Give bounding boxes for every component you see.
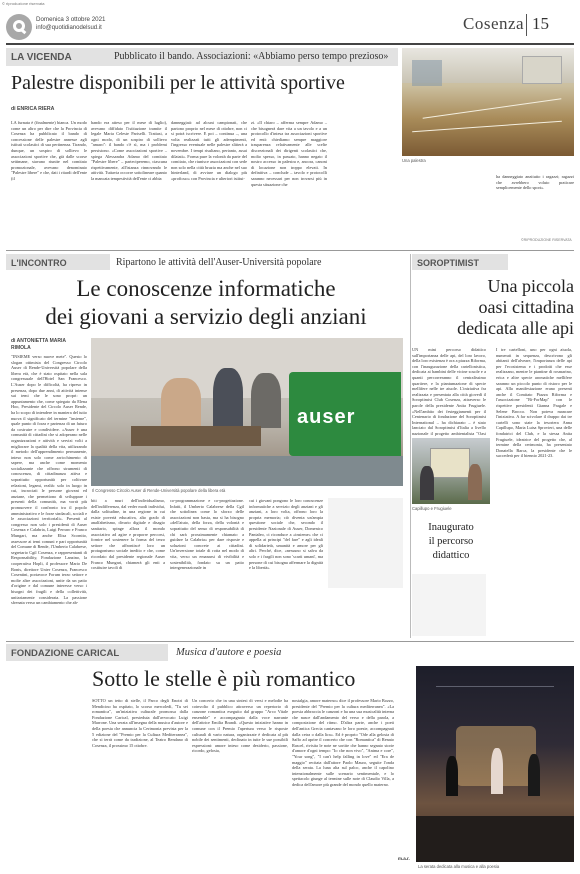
signature: m.a.r.	[398, 856, 410, 861]
inset-line-3: didattico	[432, 550, 470, 561]
photo-caption: Capillupo e Frugiuele	[412, 506, 452, 511]
body-col-5: ha danneggiato anzitutto i ragazzi; ragazzi che avrebbero voluto praticare semplicemente dello sport».	[496, 174, 574, 191]
headline: Sotto le stelle è più romantico	[92, 666, 356, 691]
body-col-2: I tre cartelloni, uno per ogni aiuola, numerati in sequenza, descrivono gli abitanti dell'alveare, l'importanza delle api per l'ecosistema e i prodotti che esse realizzano, mentre le piantine di rosmarino, erica e altre specie aromatiche mellifere saranno un piccolo punto di ristoro per le api. Alla manifestazione erano presenti anche il Comitato Piazza Riforma e l'associazione "Bi-ForMap" con le rispettive presidenti Gianna Fragale e Selene Brocco. Non poteva mancare l'iniziativa. A far scivolare il drappo dai tre cartelli sono state la tesoriera Anna Capillupo, Maria Luisa Sprovieri, una delle fondatrici del Club, e la stessa Anita Frugiuele, ideatrice del progetto che, al termine della cerimonia, ha presentato Donatella Barca, la presidente che le succederà per il biennio 2021-23.	[496, 347, 572, 459]
kicker: LA VICENDA	[11, 52, 72, 63]
body-col-3: nostalgia, amore materno» dice il professore Mario Bozzo, presidente del "Premio per la cultura mediterranea". «La poesia abbraccia le canzoni e ha una sua musicalità interna che nasce dall'andamento del verso e della parola, a composizione del ritmo. D'altra parte, anche i poeti dell'antica Grecia cantavano le loro poesie, accompagnati dalla cetra o dalla lira». Ed è proprio "Ode alla gelosia di Saffo ad aprire il concerto che con "Romantica" di Renato Rascel, rivisita le note ne sortite che hanno segnato storie d'amore d'ogni tempo: "Io che non vivo", "Anima e core", "Your song", "I can't help falling in love" ed "Era de maggio" recitata dall'attore Paolo Mauro, seguite l'onda della serata. La luna alta sul palco, anche il capolino intenzionalmente sulle scenario sentimentale, e lo spettacolo giunge al termine sulle note di Claudio Villa, a dedica dell'amore più grande del mondo quello materno.	[292, 698, 394, 787]
article-palestre	[6, 48, 574, 248]
ad-space	[328, 498, 403, 588]
kicker: FONDAZIONE CARICAL	[11, 648, 120, 659]
body-col-2: bando era atteso per il mese di luglio), avevano diffidato l'istituzione tramite il legale Maria Celeste Pariselli. Trattasi, a ogni modo, di un sospiro di sollievo "amaro": il bando c'è sì, ma i problemi persistono. «Come associazioni sportive – spiega Alessandra Adamo del comitato "Palestre libere" – parteciperemo, ciascuna rispettivamente, all'istanza rinnovando le attività. Tuttavia occorre sottolineare quanto la mancata tempestività dell'ente ci abbia	[91, 120, 168, 181]
masthead-logo	[6, 14, 32, 40]
reproduction-notice: © riproduzione riservata	[2, 1, 45, 6]
article-carical	[6, 644, 574, 870]
subhead: Musica d'autore e poesia	[176, 647, 282, 658]
bees-oasis-photo	[412, 438, 490, 504]
gym-photo	[402, 48, 574, 156]
photo-caption: Il Congresso Circolo Auser di Rende-Università popolare della libera età	[92, 488, 226, 493]
inset-line-2: il percorso	[428, 536, 474, 547]
kicker: L'INCONTRO	[11, 258, 67, 268]
email-link[interactable]: info@quotidianodelsud.it	[36, 25, 102, 31]
headline-line-1: Una piccola	[487, 276, 574, 296]
body-col-1a: UN mini percorso didattico sull'importanza delle api, del loro lavoro, della loro esistenza è ora a piazza Riforma, con l'inaugurazione della cartellonistica, dedicata ai bambini delle vicine scuole e a quanti percorreranno il centralissimo quartiere, e la piantumazione di specie mellifere nelle tre aiuole. L'iniziativa fra realizzata e presentata alla città giovedì il Soroptimist Club Cosenza, attraverso le parole della presidente Anita Frugiuele. «Nell'ambito dei festeggiamenti per il Centenario di fondazione del Soroptimist International – ha dichiarato – è stato lanciato dal Soroptimist d'Italia a livello nazionale il progetto ambientalista "Oasi	[412, 347, 486, 436]
headline-line-2: oasi cittadina	[478, 297, 574, 317]
body-col-1: "INSIEME verso nuove mete". Questo lo slogan ottimista del Congresso Circolo Auser di Rende-Università popolare della libera età, che è stato ospitato nella sala congressuale dell'Hotel San Francesco. L'Auser dopo le difficoltà, ha ripreso in presenza, dopo due anni, di attività intense sui temi che le sono propri: un appuntamento che, come spiegato da Elena Hoo, Presidente del Circolo Auser Rende, ha lo scopo di intendere in maniera del tutto nuova il significato del termine "insieme", quale punto di forza e partenza di un futuro da costruire e condividere. «Auser è una comunità di cittadini che si adoperano nelle organizzazioni e attività e servizi volti a migliorare la qualità della vita, utilizzando il metodo dell'apprendimento permanente, inteso non solo come arricchimento di sapere, ma anche come momento socializzante che offrono strumenti di conoscenza, di cittadinanza attiva e soprattutto opportunità per coltivare relazioni, legami, realtà: solo in luogo in cui, incrociati le persone giovani ed anziane, che permettono di sviluppare i presenti della comunità, ma vorrà più promuovere il confronto tra il popolo amministrativo e le forze sindacali, sociali e le associazioni territoriali». Presenti al congresso non solo i presidenti di Auser Cosenza e Calabria, Luigi Ferraro e Franco Mungari, ma anche Elisa Scornito, assessore ai temi comuni e pari opportunità del Comune di Rende, l'Umberto Calabrese, segretario Cgil Cosenza, e rappresentanti di Responsability, Fondazione Lanzino, la cooperativa Hopli, il professore Mario De Bonis, direttore Unier Cosenza, Francesco Cosentini, portavoce Forum terzo settore e molte altre associazioni, unite da un patto d'origine e dal comune interesse verso i bisogni dei fragili e della collettività, unitariamente considerata. La passione sfrenata verso un cambiamento che ab-	[11, 354, 87, 606]
headline-line-2: dei giovani a servizio degli anziani	[45, 304, 367, 329]
body-col-4: zi. «Il chiaro – afferma sempre Adamo – che bisognerà dare vita a un tavolo e a un protocollo d'intesa tra associazioni sportive ed enti: chiediamo sempre maggiore trasparenza relativamente alle scelte discrezionali dei dirigenti scolastici che, molto spesso, in passato, hanno negato il nostro accesso in palestra e, ancora, canoni di locazione non troppo elevati. In definitiva – conclude – tavolo e protocolli saranno necessari per non trovarsi più in questa situazione che	[251, 120, 327, 187]
inset-box	[418, 522, 484, 570]
auser-banner-text: auser	[297, 406, 356, 428]
body-col-2: Un concerto che in una sintesi di versi e melodie ha coinvolto il pubblico attraverso un repertorio di canzone romantica eseguito dal gruppo "Arco Vitale ensemble" e accompagnato dalla voce narrante dell'attrice Emilia Brandi. «Questo iniziative hanno in comune con il Premio l'apertura verso le risposte culturali di vario natura, organizzate è dedicata al più nobile dei sentimenti, declinato in tutte le sue possibili espressioni: amore inteso come desiderio, passione, ricordo, gelosia,	[192, 698, 288, 754]
date-line: Domenica 3 ottobre 2021	[36, 16, 106, 23]
section-name: Cosenza	[463, 14, 525, 33]
body-col-3: co-programmazione e co-progettazione. Infatti, il Umberto Calabrese della Cgil che sottolinea come lo sforzo delle associazioni non basta, ma si ha bisogno «dell'aiuto, della forza, della volontà e soprattutto del senso di responsabilità di chi sarà prossimamente chiamato a guidare la Calabria» per dare risposte e soluzioni concrete ai cittadini. Un'inversione totale di rotta nel modo di vita, verso un emanarsi di vivibilità e sostenibilità, fondato su un patto intergenerazionale in	[170, 498, 244, 571]
byline: di ENRICA RIERA	[11, 106, 55, 112]
headline: Palestre disponibili per le attività sportive	[11, 72, 345, 94]
photo-caption: La serata dedicata alla musica e alla poesia	[418, 864, 500, 869]
body-col-3: danneggiati: ad alcuni campionati, che partono proprio nel mese di ottobre, non ci si potrà iscrivere. E poi – continua –, una volta realizzati tutti gli adempimenti, l'ingresso eventuale nelle palestre slitterà a novembre. I tempi risultano, pertanto, assai dilatati». Forma pure la volontà da parte del comitato, che riunisce associazioni con sede non solo nella città bruzia ma anche nel suo hinterland, di avviare un dialogo più «proficuo» con Provincia e ulteriori istitui-	[171, 120, 247, 181]
headline-line-3: dedicata alle api	[457, 318, 574, 338]
subhead: Ripartono le attività dell'Auser-Università popolare	[116, 257, 322, 268]
article-soroptimist	[412, 254, 574, 638]
photo-caption: Una palestra	[402, 158, 426, 163]
page-number: 15	[532, 14, 549, 33]
kicker: SOROPTIMIST	[417, 258, 480, 268]
byline-line-2: RIMOLA	[11, 345, 31, 351]
headline-line-1: Le conoscenze informatiche	[76, 276, 336, 301]
subhead: Pubblicato il bando. Associazioni: «Abbiamo perso tempo prezioso»	[114, 51, 389, 62]
congress-photo	[91, 338, 403, 486]
ad-space	[412, 574, 486, 636]
body-col-1: SOTTO un tetto di stelle, il Parco degli Enotri di Mendicino ha ospitato, lo scorso mercoledì, "Tu sei romantica", un'iniziativa culturale promossa dalla Fondazione Carical, presieduta dall'avvocato Luigi Marrone. Una serata all'insegna della musica d'autore e della poesia che annuncia la Cerimonia prevista per la 5 edizione del "Premio per la Cultura Mediterranea", che si terrà come da tradizione, al Teatro Rendano di Cosenza, il prossimo 15 ottobre.	[92, 698, 188, 748]
body-col-4: cui i giovani pongono le loro conoscenze informatiche a servizio degli anziani e gli anziani, a loro volta, offrono loro la propria memoria; ciò diventa un'ampia questione sociale che, secondo il presidente Nazionale di Auser, Domenico Pantaleo, ci riconduce a «insieme» che ci appella ai principi "del fare" e agli ideali di solidarietà, umanità e amore per gli altri. Perché, dice, «nessuno si salva da solo e i fragili non sono 'scarti umani', ma persone di cui bisogna affermare la dignità e la libertà».	[249, 498, 323, 571]
inset-line-1: Inaugurato	[428, 522, 474, 533]
concert-photo	[416, 666, 574, 862]
byline-line-1: di ANTONIETTA MARIA	[11, 338, 66, 344]
body-col-1: LA furnata è (finalmente) bianca. Un modo come un altro per dire che la Provincia di Cosenza ha pubblicato il bando di concessione delle palestre annesse agli istituti scolastici di sua pertinenza. Tirando, dunque, un sospiro di sollievo le associazioni sportive che, già dalle scorse settimane, stavano riunite nel comitato promozionale, avevano denominato "Palestre libere" e che, dati i ritardi dell'ente (il	[11, 120, 87, 181]
body-col-2: biti a muri dell'individualismo, dell'indifferenza, dal veder modi individui, dalla solitudine, in una regione in cui esiste povertà educativa, alto grado di analfabetismo, divario digitale e disagio sanitario, spinge allora il mondo associativo ad agire e proporre percorsi, fornire nel sostenere la forma del terzo settore che affrontiscè loro un protagonismo sociale inedito e che, come ricordato dal presidente regionale Auser Franco Mungari, chiamerà gli enti a costituire tavoli di	[91, 498, 165, 571]
article-auser	[6, 254, 406, 638]
copyright-note: ©RIPRODUZIONE RISERVATA	[521, 238, 572, 242]
